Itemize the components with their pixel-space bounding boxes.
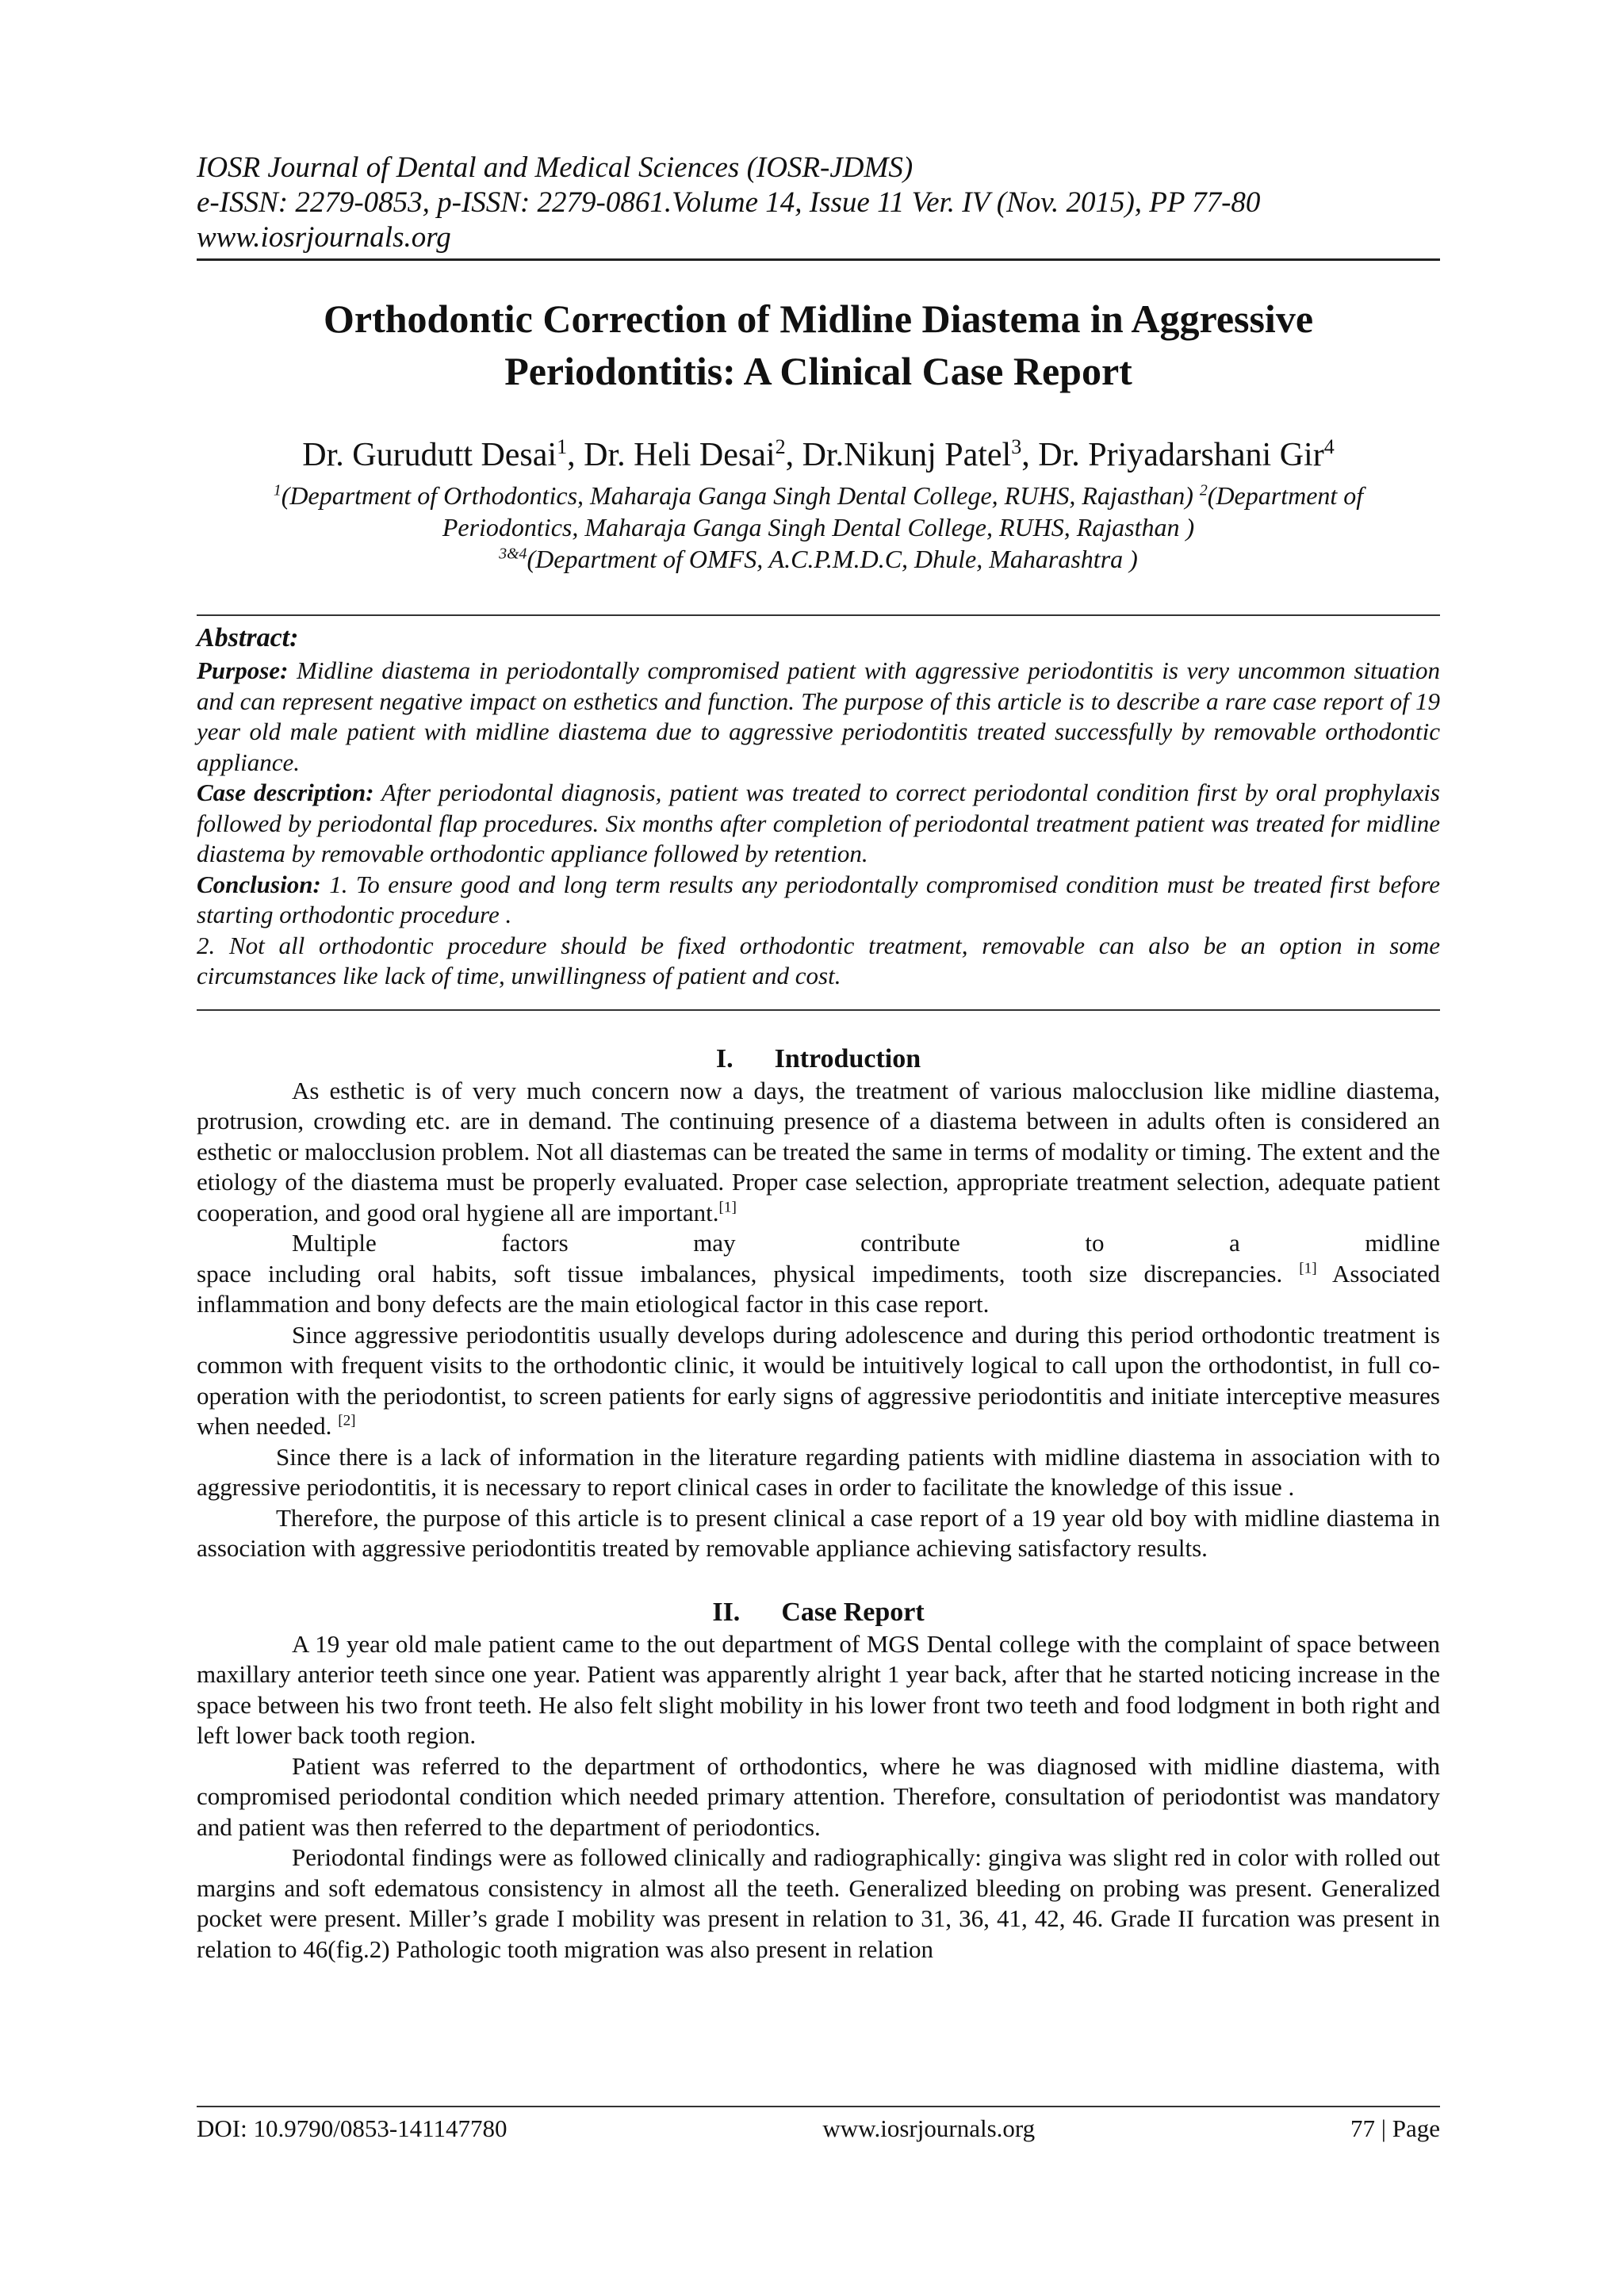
affiliation-3: (Department of OMFS, A.C.P.M.D.C, Dhule, Maharashtra ) bbox=[527, 545, 1138, 573]
citation-ref[interactable]: [1] bbox=[1299, 1260, 1317, 1277]
intro-p1-text: As esthetic is of very much concern now a days, the treatment of various malocclusion like midline diastema, protrusion, crowding etc. are in demand. The continuing presence of a diastema between in adults often is considered an esthetic or malocclusion problem. Not all diastemas can be treated the same in terms of modality or timing. The extent and the etiology of the diastema must be properly evaluated. Proper case selection, appropriate treatment selection, adequate patient cooperation, and good oral hygiene all are important. bbox=[197, 1076, 1440, 1226]
conclusion-label: Conclusion: bbox=[197, 870, 321, 898]
intro-paragraph-2-first-line: Multiple factors may contribute to a midline bbox=[292, 1229, 1440, 1257]
citation-ref[interactable]: [1] bbox=[718, 1199, 737, 1216]
intro-p2-text: space including oral habits, soft tissue imbalances, physical impediments, tooth size discrepancies. bbox=[197, 1259, 1300, 1288]
page-footer bbox=[197, 2114, 1440, 2144]
section-title: Case Report bbox=[781, 1597, 925, 1627]
case-paragraph-2: Patient was referred to the department of orthodontics, where he was diagnosed with midline diastema, with compromised periodontal condition which needed primary attention. Therefore, consultation of periodontist was mandatory and patient was then referred to the department of periodontics. bbox=[197, 1751, 1440, 1841]
intro-paragraph-1 bbox=[197, 1076, 1440, 1229]
header-rule bbox=[197, 258, 1440, 261]
affiliation-mark-1: 1 bbox=[273, 481, 282, 499]
author-4-mark: 4 bbox=[1323, 435, 1335, 458]
author-3-mark: 3 bbox=[1011, 435, 1022, 458]
conclusion-text-1: 1. To ensure good and long term results any periodontally compromised condition must be treated first before starting orthodontic procedure . bbox=[197, 870, 1440, 928]
paper-page bbox=[197, 151, 1440, 1965]
footer-doi: DOI: 10.9790/0853-141147780 bbox=[197, 2114, 508, 2142]
author-1: Dr. Gurudutt Desai bbox=[302, 437, 557, 473]
author-3: , Dr.Nikunj Patel bbox=[785, 437, 1012, 473]
affiliation-1: (Department of Orthodontics, Maharaja Ganga Singh Dental College, RUHS, Rajasthan) bbox=[281, 481, 1200, 510]
footer-site[interactable]: www.iosrjournals.org bbox=[822, 2114, 1036, 2142]
section-heading-introduction bbox=[197, 1043, 1440, 1076]
case-paragraph-3: Periodontal findings were as followed clinically and radiographically: gingiva was slight red in color with rolled out margins and soft edematous consistency in almost all the teeth. Generalized bleeding on probing was present. Generalized pocket were present. Miller’s grade I mobility was present in relation to 31, 36, 41, 42, 46. Grade II furcation was present in relation to 46(fig.2) Pathologic tooth migration was also present in relation bbox=[197, 1843, 1440, 1963]
abstract-heading: Abstract: bbox=[197, 623, 299, 652]
journal-site[interactable]: www.iosrjournals.org bbox=[197, 221, 451, 254]
case-paragraph-1: A 19 year old male patient came to the out department of MGS Dental college with the complaint of space between maxillary anterior teeth since one year. Patient was apparently alright 1 year back, after that he started noticing increase in the space between his two front teeth. He also felt slight mobility in his lower front two teeth and food lodgment in both right and left lower back tooth region. bbox=[197, 1629, 1440, 1749]
purpose-text: Midline diastema in periodontally compromised patient with aggressive periodontitis is very uncommon situation and can represent negative impact on esthetics and function. The purpose of this article is to describe a rare case report of 19 year old male patient with midline diastema due to aggressive periodontitis treated successfully by removable orthodontic appliance. bbox=[197, 656, 1440, 776]
section-number: I. bbox=[715, 1043, 733, 1073]
abstract-case bbox=[197, 778, 1440, 870]
abstract-purpose bbox=[197, 656, 1440, 778]
journal-name: IOSR Journal of Dental and Medical Sciences (IOSR-JDMS) bbox=[197, 151, 914, 184]
citation-ref[interactable]: [2] bbox=[338, 1412, 356, 1429]
abstract-rule-top bbox=[197, 614, 1440, 616]
case-text: After periodontal diagnosis, patient was treated to correct periodontal condition first by oral prophylaxis followed by periodontal flap procedures. Six months after completion of periodontal treatment patient was treated for midline diastema by removable orthodontic appliance followed by retention. bbox=[197, 779, 1440, 867]
intro-paragraph-3 bbox=[197, 1320, 1440, 1442]
intro-p2-end: Associated inflammation and bony defects are the main etiological factor in this case report. bbox=[197, 1259, 1440, 1318]
intro-p3-text: Since aggressive periodontitis usually develops during adolescence and during this period orthodontic treatment is common with frequent visits to the orthodontic clinic, it would be intuitively logical to call upon the orthodontist, in full co-operation with the periodontist, to screen patients for early signs of aggressive periodontitis and initiate interceptive measures when needed. bbox=[197, 1320, 1440, 1440]
author-2-mark: 2 bbox=[775, 435, 786, 458]
author-2: , Dr. Heli Desai bbox=[567, 437, 776, 473]
footer-rule bbox=[197, 2106, 1440, 2107]
affiliations bbox=[244, 480, 1392, 575]
journal-header bbox=[197, 151, 1440, 255]
title-line-1: Orthodontic Correction of Midline Diastema in Aggressive bbox=[323, 297, 1314, 341]
section-title: Introduction bbox=[774, 1043, 921, 1073]
author-list bbox=[197, 434, 1440, 476]
intro-paragraph-5: Therefore, the purpose of this article is to present clinical a case report of a 19 year old boy with midline diastema in association with aggressive periodontitis treated by removable appliance achieving satisfactory results. bbox=[197, 1503, 1440, 1562]
case-label: Case description: bbox=[197, 779, 374, 806]
author-1-mark: 1 bbox=[557, 435, 568, 458]
affiliation-mark-2: 2 bbox=[1199, 481, 1208, 499]
abstract-conclusion-1 bbox=[197, 870, 1440, 931]
section-heading-case-report bbox=[197, 1596, 1440, 1629]
journal-issn: e-ISSN: 2279-0853, p-ISSN: 2279-0861.Volume 14, Issue 11 Ver. IV (Nov. 2015), PP 77-80 bbox=[197, 186, 1261, 219]
abstract bbox=[197, 621, 1440, 992]
paper-body bbox=[197, 1043, 1440, 1965]
affiliation-1-2 bbox=[244, 480, 1392, 543]
intro-paragraph-4: Since there is a lack of information in the literature regarding patients with midline diastema in association with to aggressive periodontitis, it is necessary to report clinical cases in order to facilitate the knowledge of this issue . bbox=[197, 1442, 1440, 1501]
section-number: II. bbox=[712, 1597, 741, 1627]
intro-paragraph-2 bbox=[197, 1259, 1440, 1320]
paper-title bbox=[228, 293, 1408, 397]
affiliation-3-4 bbox=[244, 543, 1392, 575]
footer-page-number: 77 | Page bbox=[1350, 2114, 1440, 2142]
abstract-rule-bottom bbox=[197, 1009, 1440, 1011]
author-4: , Dr. Priyadarshani Gir bbox=[1021, 437, 1324, 473]
purpose-label: Purpose: bbox=[197, 656, 289, 684]
affiliation-2: (Department of Periodontics, Maharaja Ganga Singh Dental College, RUHS, Rajasthan ) bbox=[442, 481, 1364, 541]
affiliation-mark-3: 3&4 bbox=[499, 545, 527, 563]
title-line-2: Periodontitis: A Clinical Case Report bbox=[504, 349, 1132, 393]
abstract-conclusion-2: 2. Not all orthodontic procedure should be fixed orthodontic treatment, removable can also be an option in some circumstances like lack of time, unwillingness of patient and cost. bbox=[197, 931, 1440, 989]
